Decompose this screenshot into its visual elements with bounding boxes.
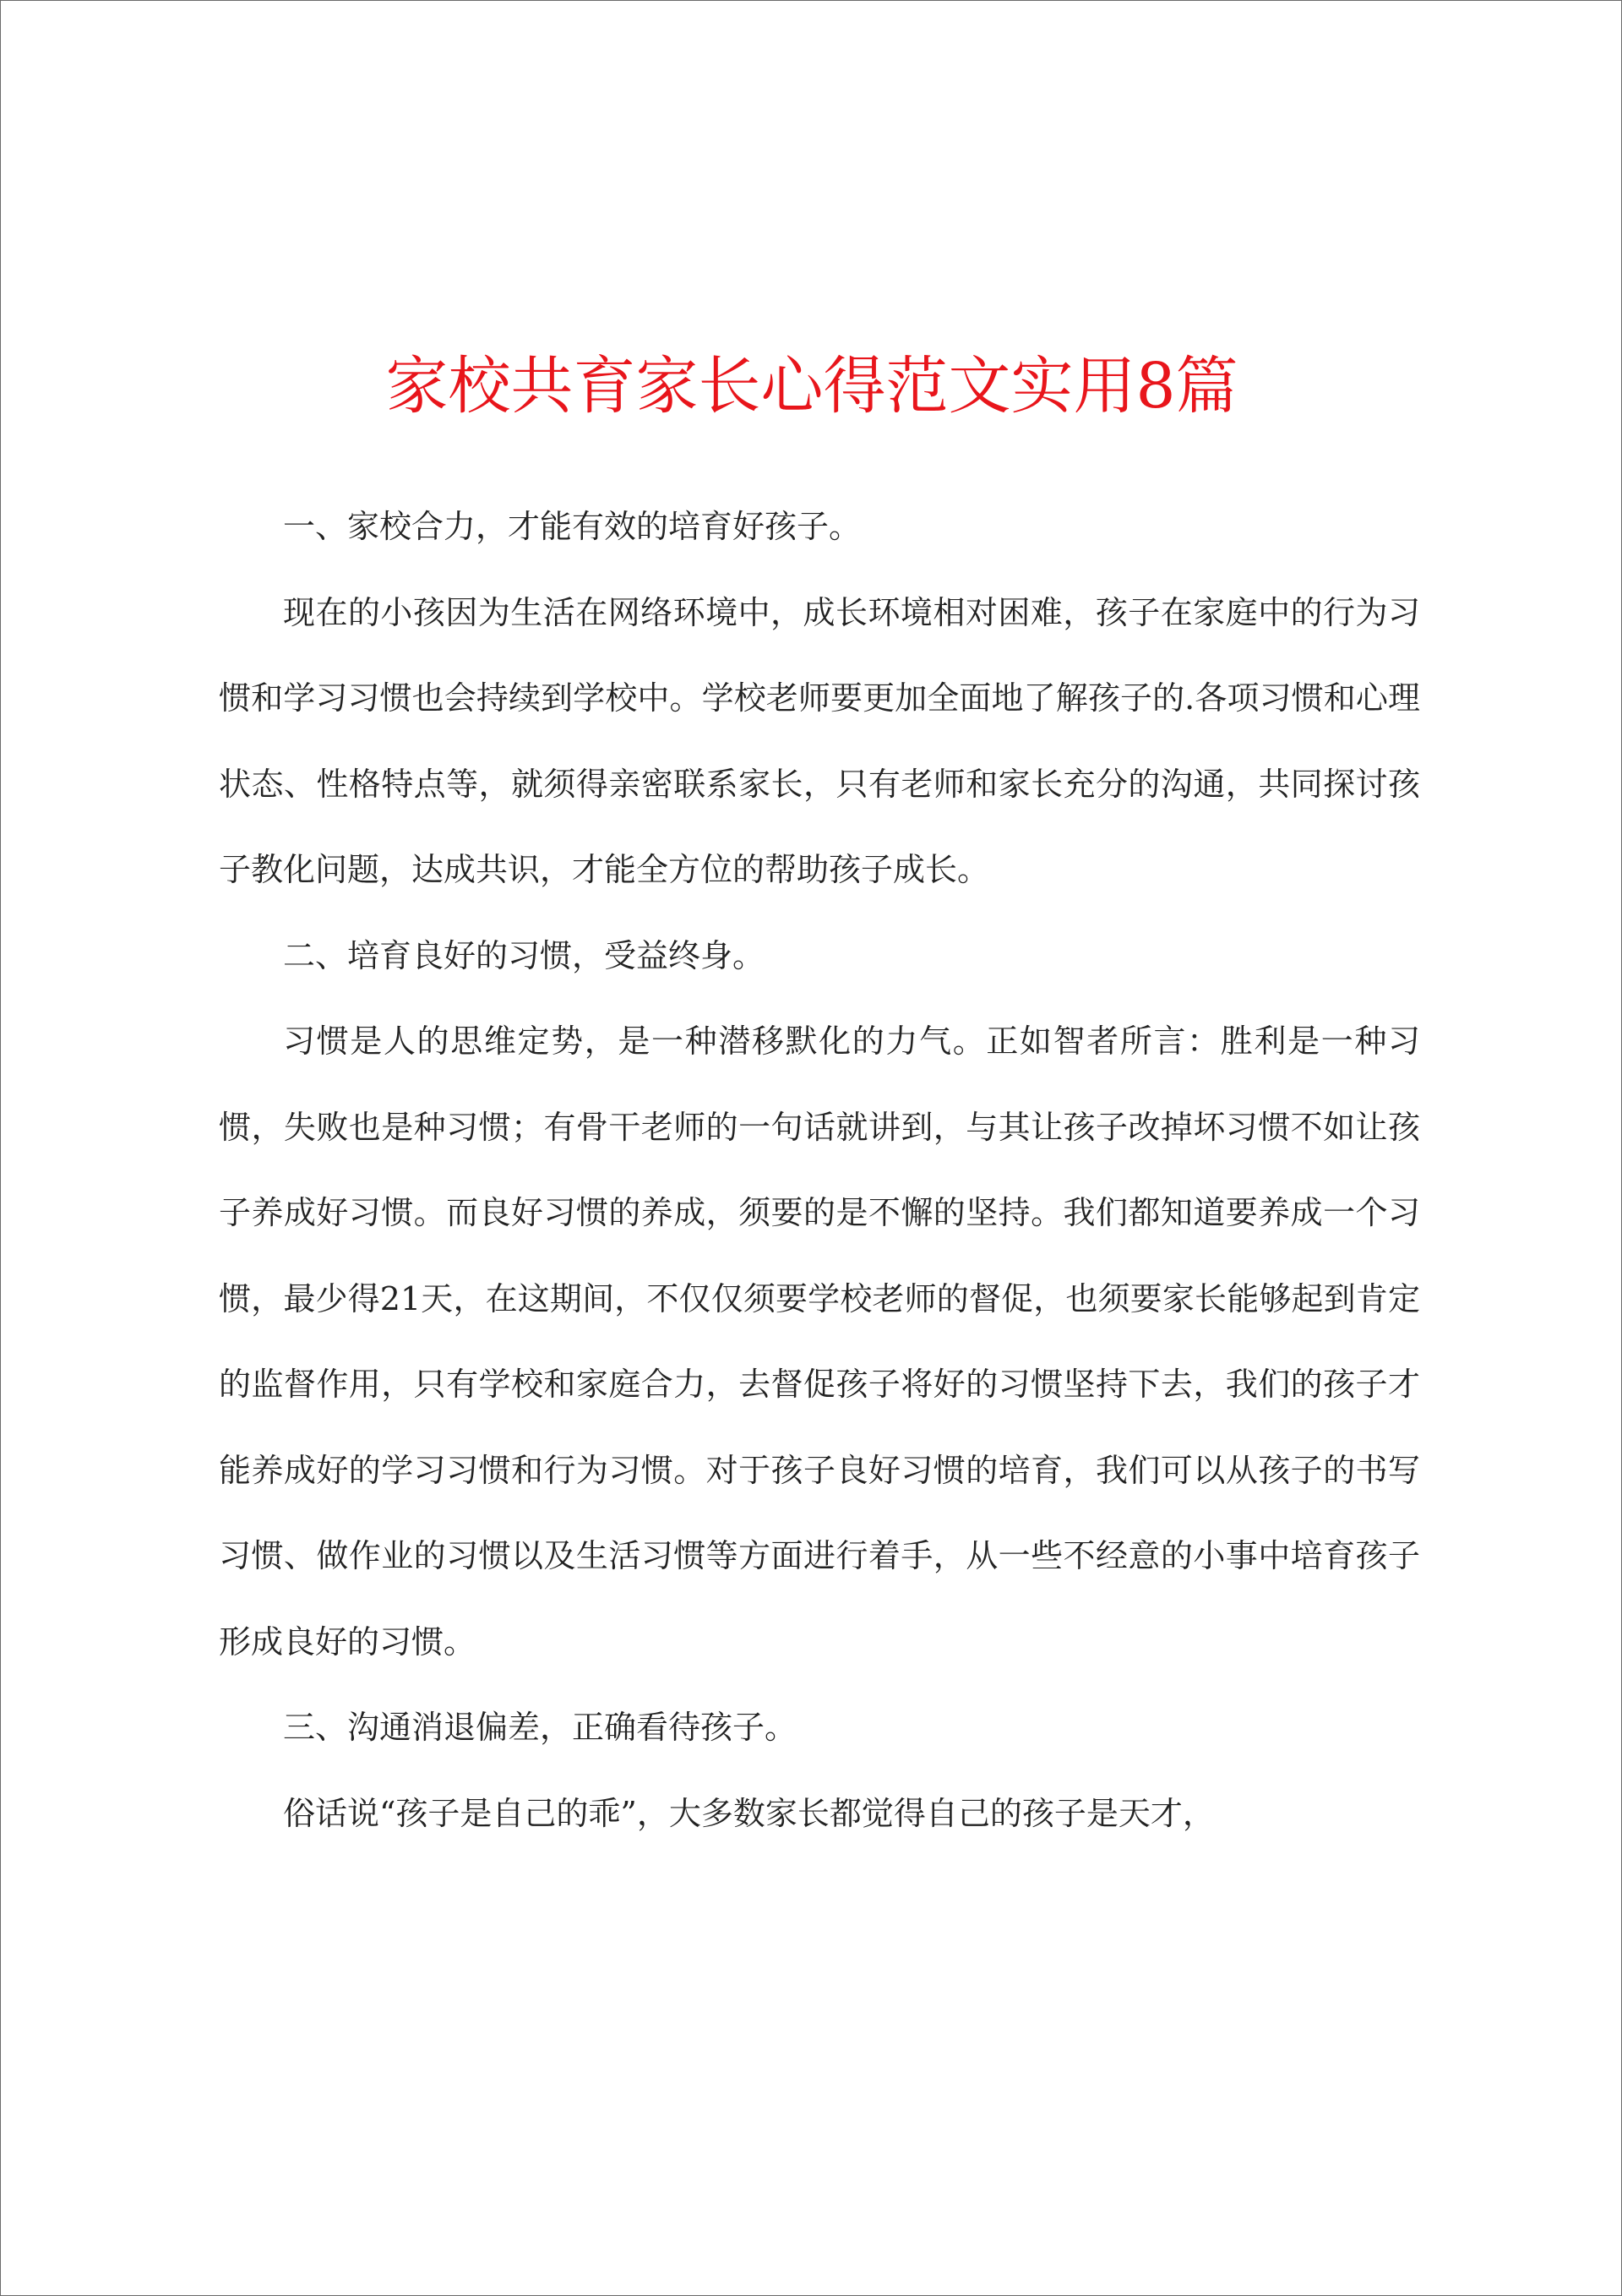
document-title: 家校共育家长心得范文实用8篇: [385, 350, 1238, 423]
section-paragraph-2: 习惯是人的思维定势，是一种潜移默化的力气。正如智者所言：胜利是一种习惯，失败也是种习惯；有骨干老师的一句话就讲到，与其让孩子改掉坏习惯不如让孩子养成好习惯。而良好习惯的养成，须要的是不懈的坚持。我们都知道要养成一个习惯，最少得21天，在这期间，不仅仅须要学校老师的督促，也须要家长能够起到肯定的监督作用，只有学校和家庭合力，去督促孩子将好的习惯坚持下去，我们的孩子才能养成好的学习习惯和行为习惯。对于孩子良好习惯的培育，我们可以从孩子的书写习惯、做作业的习惯以及生活习惯等方面进行着手，从一些不经意的小事中培育孩子形成良好的习惯。: [219, 1023, 1420, 1661]
document-body: [219, 484, 1420, 1857]
section-heading-3: 三、沟通消退偏差，正确看待孩子。: [283, 1709, 797, 1746]
section-heading-2: 二、培育良好的习惯，受益终身。: [283, 936, 765, 974]
section-heading-1: 一、家校合力，才能有效的培育好孩子。: [283, 508, 862, 545]
section-paragraph-3: 俗话说“孩子是自己的乖”，大多数家长都觉得自己的孩子是天才，: [283, 1794, 1215, 1832]
section-paragraph-1: 现在的小孩因为生活在网络环境中，成长环境相对困难，孩子在家庭中的行为习惯和学习习惯也会持续到学校中。学校老师要更加全面地了解孩子的.各项习惯和心理状态、性格特点等，就须得亲密联系家长，只有老师和家长充分的沟通，共同探讨孩子教化问题，达成共识，才能全方位的帮助孩子成长。: [219, 593, 1420, 888]
